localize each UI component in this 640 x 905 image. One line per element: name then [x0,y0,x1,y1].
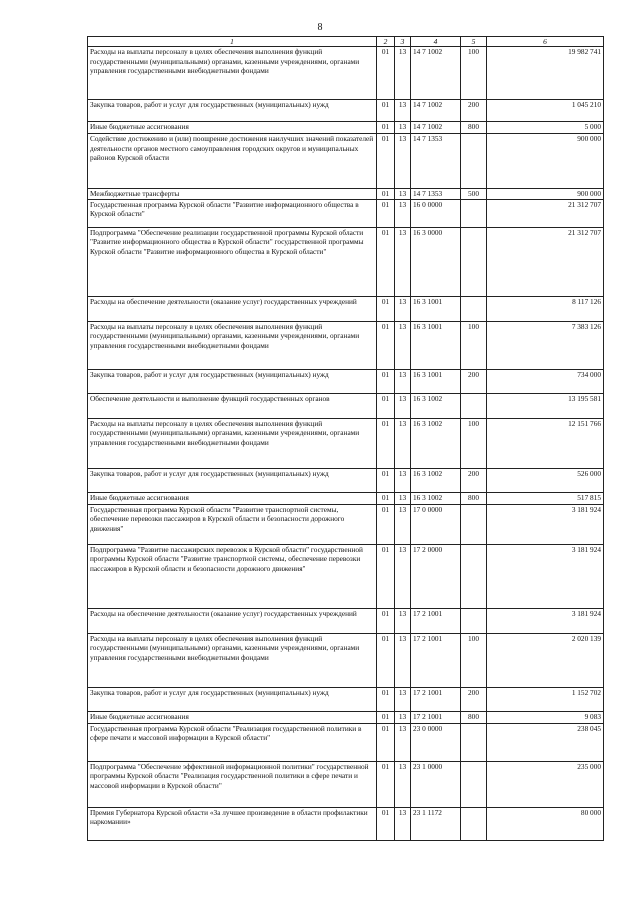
row-section-code: 01 [377,492,395,504]
row-section-code: 01 [377,608,395,633]
table-row [88,227,604,296]
row-expense-type [461,807,487,840]
table-row [88,134,604,189]
row-expense-type: 800 [461,492,487,504]
row-expense-type [461,504,487,544]
row-subsection-code: 13 [395,761,411,807]
row-expense-type [461,227,487,296]
row-expense-type [461,199,487,227]
row-expense-type: 100 [461,633,487,687]
row-section-code: 01 [377,199,395,227]
row-amount: 5 000 [487,122,604,134]
row-section-code: 01 [377,544,395,608]
row-amount: 80 000 [487,807,604,840]
row-description: Государственная программа Курской области "Реализация государственной политики в сфере печати и массовой информации в Курской области" [88,723,377,761]
header-col-1: 1 [88,37,377,47]
row-target-article: 16 0 0000 [411,199,461,227]
row-description: Содействие достижению и (или) поощрение достижения наилучших значений показателей деятельности органов местного самоуправления городских округов и муниципальных районов Курской области [88,134,377,189]
table-row [88,608,604,633]
row-amount: 21 312 707 [487,199,604,227]
row-target-article: 17 0 0000 [411,504,461,544]
row-description: Расходы на выплаты персоналу в целях обеспечения выполнения функций государственными (муниципальными) органами, казенными учреждениями, органами управления государственными внебюджетными фондами [88,321,377,369]
row-expense-type: 200 [461,687,487,711]
table-row [88,369,604,393]
row-expense-type: 200 [461,468,487,492]
row-target-article: 16 3 0000 [411,227,461,296]
row-amount: 7 383 126 [487,321,604,369]
row-expense-type [461,761,487,807]
table-row [88,122,604,134]
row-section-code: 01 [377,504,395,544]
row-section-code: 01 [377,687,395,711]
row-description: Закупка товаров, работ и услуг для государственных (муниципальных) нужд [88,687,377,711]
row-subsection-code: 13 [395,504,411,544]
row-subsection-code: 13 [395,807,411,840]
row-section-code: 01 [377,633,395,687]
row-amount: 3 181 924 [487,504,604,544]
row-amount: 3 181 924 [487,608,604,633]
row-amount: 517 815 [487,492,604,504]
row-amount: 238 045 [487,723,604,761]
table-row [88,189,604,200]
row-section-code: 01 [377,393,395,418]
row-description: Расходы на выплаты персоналу в целях обеспечения выполнения функций государственными (муниципальными) органами, казенными учреждениями, органами управления государственными внебюджетными фондами [88,418,377,468]
row-description: Иные бюджетные ассигнования [88,492,377,504]
row-target-article: 16 3 1001 [411,296,461,321]
row-expense-type [461,296,487,321]
row-expense-type [461,544,487,608]
table-row [88,761,604,807]
row-target-article: 17 2 0000 [411,544,461,608]
table-row [88,100,604,122]
table-row [88,544,604,608]
row-amount: 1 045 210 [487,100,604,122]
row-target-article: 23 1 0000 [411,761,461,807]
row-section-code: 01 [377,134,395,189]
row-subsection-code: 13 [395,369,411,393]
row-target-article: 23 0 0000 [411,723,461,761]
row-subsection-code: 13 [395,687,411,711]
row-subsection-code: 13 [395,47,411,100]
row-expense-type [461,134,487,189]
header-col-6: 6 [487,37,604,47]
table-row [88,687,604,711]
row-amount: 900 000 [487,134,604,189]
row-description: Иные бюджетные ассигнования [88,122,377,134]
row-section-code: 01 [377,100,395,122]
row-subsection-code: 13 [395,227,411,296]
row-description: Иные бюджетные ассигнования [88,711,377,723]
row-amount: 235 000 [487,761,604,807]
table-row [88,723,604,761]
row-description: Закупка товаров, работ и услуг для государственных (муниципальных) нужд [88,468,377,492]
row-target-article: 14 7 1353 [411,189,461,200]
row-amount: 3 181 924 [487,544,604,608]
row-expense-type [461,608,487,633]
row-target-article: 16 3 1002 [411,393,461,418]
row-description: Расходы на обеспечение деятельности (оказание услуг) государственных учреждений [88,608,377,633]
row-amount: 1 152 702 [487,687,604,711]
row-description: Расходы на выплаты персоналу в целях обеспечения выполнения функций государственными (муниципальными) органами, казенными учреждениями, органами управления государственными внебюджетными фондами [88,47,377,100]
row-description: Закупка товаров, работ и услуг для государственных (муниципальных) нужд [88,369,377,393]
header-col-5: 5 [461,37,487,47]
row-description: Государственная программа Курской области "Развитие транспортной системы, обеспечение перевозки пассажиров в Курской области и безопасности дорожного движения" [88,504,377,544]
row-subsection-code: 13 [395,100,411,122]
page-number: 8 [317,22,323,33]
row-amount: 21 312 707 [487,227,604,296]
row-expense-type: 200 [461,369,487,393]
row-expense-type [461,723,487,761]
table-row [88,418,604,468]
table-row [88,504,604,544]
row-section-code: 01 [377,321,395,369]
row-target-article: 17 2 1001 [411,633,461,687]
header-col-2: 2 [377,37,395,47]
row-description: Расходы на выплаты персоналу в целях обеспечения выполнения функций государственными (муниципальными) органами, казенными учреждениями, органами управления государственными внебюджетными фондами [88,633,377,687]
row-amount: 9 083 [487,711,604,723]
header-col-4: 4 [411,37,461,47]
row-amount: 2 020 139 [487,633,604,687]
row-amount: 734 000 [487,369,604,393]
row-target-article: 17 2 1001 [411,608,461,633]
row-subsection-code: 13 [395,468,411,492]
row-subsection-code: 13 [395,393,411,418]
header-col-3: 3 [395,37,411,47]
row-description: Премия Губернатора Курской области «За лучшее произведение в области профилактики наркомании» [88,807,377,840]
row-target-article: 14 7 1353 [411,134,461,189]
row-expense-type: 500 [461,189,487,200]
row-section-code: 01 [377,227,395,296]
row-section-code: 01 [377,122,395,134]
row-section-code: 01 [377,761,395,807]
row-subsection-code: 13 [395,122,411,134]
row-subsection-code: 13 [395,633,411,687]
budget-table [87,36,604,841]
row-subsection-code: 13 [395,199,411,227]
table-row [88,468,604,492]
row-section-code: 01 [377,711,395,723]
row-section-code: 01 [377,418,395,468]
row-section-code: 01 [377,296,395,321]
table-row [88,492,604,504]
table-row [88,711,604,723]
row-description: Государственная программа Курской области "Развитие информационного общества в Курской области" [88,199,377,227]
row-target-article: 17 2 1001 [411,687,461,711]
row-target-article: 16 3 1002 [411,418,461,468]
row-expense-type: 800 [461,122,487,134]
table-row [88,807,604,840]
row-amount: 900 000 [487,189,604,200]
table-row [88,393,604,418]
row-description: Подпрограмма "Развитие пассажирских перевозок в Курской области" государственной программы Курской области "Развитие транспортной системы, обеспечение перевозки пассажиров в Курской области и безопасности дорожного движения" [88,544,377,608]
row-target-article: 16 3 1002 [411,468,461,492]
row-description: Межбюджетные трансферты [88,189,377,200]
row-section-code: 01 [377,369,395,393]
row-expense-type: 200 [461,100,487,122]
row-section-code: 01 [377,47,395,100]
row-subsection-code: 13 [395,296,411,321]
table-row [88,321,604,369]
row-subsection-code: 13 [395,418,411,468]
row-subsection-code: 13 [395,321,411,369]
row-amount: 19 982 741 [487,47,604,100]
row-description: Подпрограмма "Обеспечение реализации государственной программы Курской области "Развитие информационного общества в Курской области" государственной программы Курской области "Развитие информационного общества в Курской области" [88,227,377,296]
row-expense-type: 800 [461,711,487,723]
row-target-article: 17 2 1001 [411,711,461,723]
row-subsection-code: 13 [395,189,411,200]
row-subsection-code: 13 [395,544,411,608]
row-section-code: 01 [377,189,395,200]
row-expense-type: 100 [461,47,487,100]
row-amount: 526 000 [487,468,604,492]
row-target-article: 14 7 1002 [411,122,461,134]
table-row [88,633,604,687]
row-section-code: 01 [377,807,395,840]
row-subsection-code: 13 [395,608,411,633]
row-description: Расходы на обеспечение деятельности (оказание услуг) государственных учреждений [88,296,377,321]
row-target-article: 16 3 1001 [411,369,461,393]
table-row [88,199,604,227]
row-expense-type [461,393,487,418]
row-amount: 8 117 126 [487,296,604,321]
row-target-article: 14 7 1002 [411,47,461,100]
row-expense-type: 100 [461,418,487,468]
row-target-article: 16 3 1001 [411,321,461,369]
row-amount: 12 151 766 [487,418,604,468]
row-expense-type: 100 [461,321,487,369]
row-amount: 13 195 581 [487,393,604,418]
row-subsection-code: 13 [395,711,411,723]
header-row [88,37,604,47]
row-target-article: 23 1 1172 [411,807,461,840]
row-description: Обеспечение деятельности и выполнение функций государственных органов [88,393,377,418]
row-section-code: 01 [377,723,395,761]
row-subsection-code: 13 [395,492,411,504]
row-subsection-code: 13 [395,134,411,189]
table-row [88,296,604,321]
row-target-article: 14 7 1002 [411,100,461,122]
row-subsection-code: 13 [395,723,411,761]
row-description: Закупка товаров, работ и услуг для государственных (муниципальных) нужд [88,100,377,122]
table-row [88,47,604,100]
row-description: Подпрограмма "Обеспечение эффективной информационной политики" государственной программы Курской области "Реализация государственной политики в сфере печати и массовой информации в Курской области" [88,761,377,807]
row-target-article: 16 3 1002 [411,492,461,504]
row-section-code: 01 [377,468,395,492]
